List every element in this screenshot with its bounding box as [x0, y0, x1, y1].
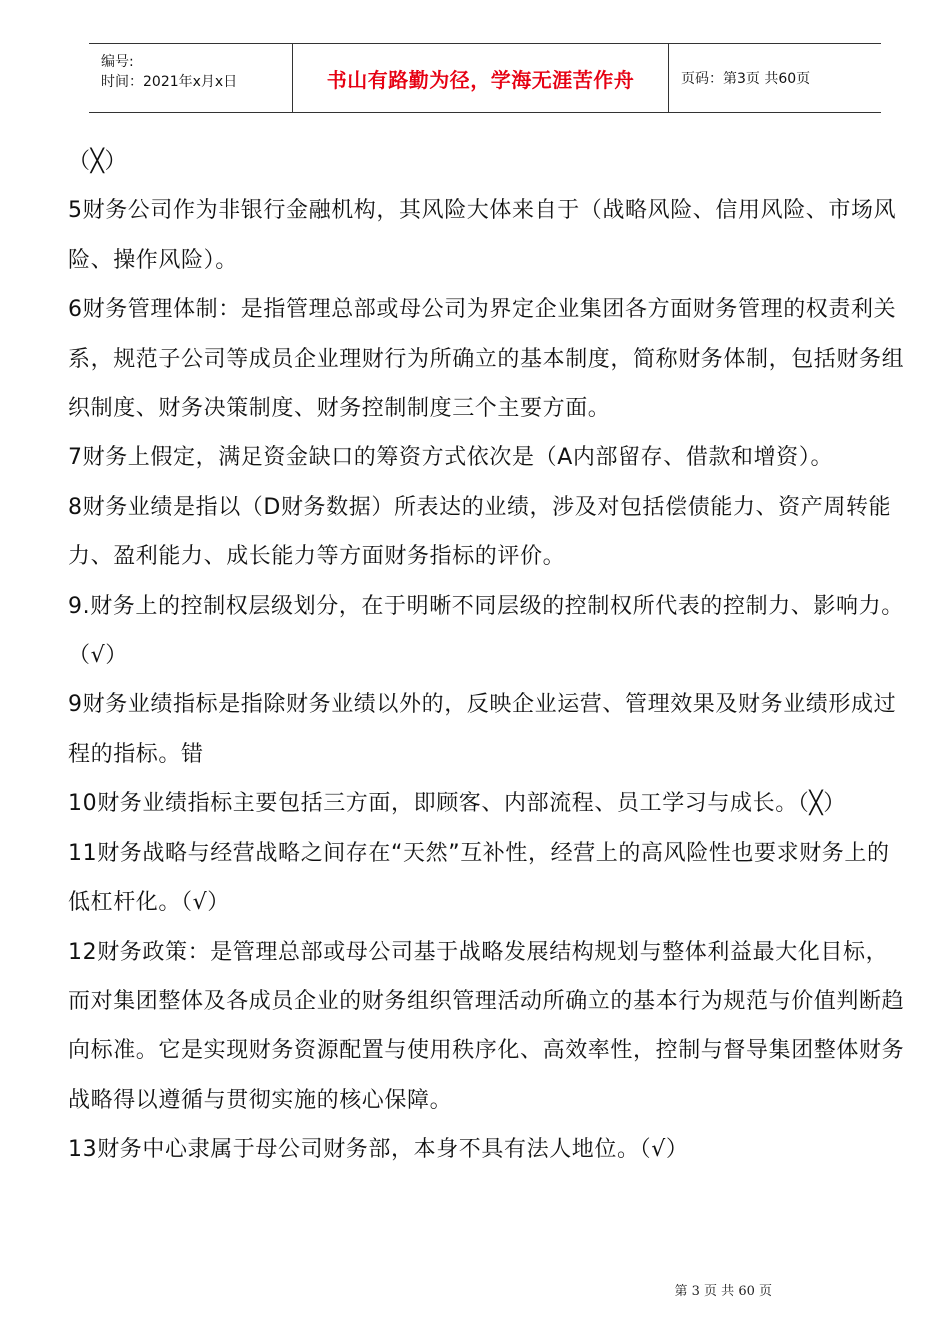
- paragraph: 9.财务上的控制权层级划分，在于明晰不同层级的控制权所代表的控制力、影响力。（√）: [68, 593, 904, 669]
- paragraph: 10财务业绩指标主要包括三方面，即顾客、内部流程、员工学习与成长。（╳）: [68, 791, 846, 817]
- header-page-code: 页码：第3页 共60页: [681, 71, 811, 87]
- header-meta-cell: [89, 44, 293, 112]
- paragraph: 8财务业绩是指以（D财务数据）所表达的业绩，涉及对包括偿债能力、资产周转能力、盈利能力、成长能力等方面财务指标的评价。: [68, 494, 892, 570]
- paragraph: 9财务业绩指标是指除财务业绩以外的，反映企业运营、管理效果及财务业绩形成过程的指标。错: [68, 692, 897, 767]
- document-time-label: 时间：2021年x月x日: [101, 74, 238, 90]
- header-motto: 书山有路勤为径，学海无涯苦作舟: [293, 44, 669, 112]
- document-body: [68, 137, 910, 1175]
- paragraph: 5财务公司作为非银行金融机构，其风险大体来自于（战略风险、信用风险、市场风险、操作风险）。: [68, 198, 897, 273]
- page-footer: 第 3 页 共 60 页: [674, 1284, 772, 1299]
- document-number-label: 编号:: [101, 54, 134, 70]
- paragraph: 7财务上假定，满足资金缺口的筹资方式依次是（A内部留存、借款和增资）。: [68, 445, 834, 471]
- page-header: [89, 43, 881, 113]
- paragraph: （╳）: [68, 149, 128, 174]
- paragraph: 12财务政策：是管理总部或母公司基于战略发展结构规划与整体利益最大化目标，而对集团整体及各成员企业的财务组织管理活动所确立的基本行为规范与价值判断趋向标准。它是实现财务资源配置与使用秩序化、高效率性，控制与督导集团整体财务战略得以遵循与贯彻实施的核心保障。: [68, 939, 905, 1113]
- paragraph: 6财务管理体制：是指管理总部或母公司为界定企业集团各方面财务管理的权责利关系，规范子公司等成员企业理财行为所确立的基本制度，简称财务体制，包括财务组织制度、财务决策制度、财务控制制度三个主要方面。: [68, 297, 905, 422]
- paragraph: 13财务中心隶属于母公司财务部，本身不具有法人地位。（√）: [68, 1137, 689, 1163]
- paragraph: 11财务战略与经营战略之间存在“天然”互补性，经营上的高风险性也要求财务上的低杠杆化。（√）: [68, 840, 890, 916]
